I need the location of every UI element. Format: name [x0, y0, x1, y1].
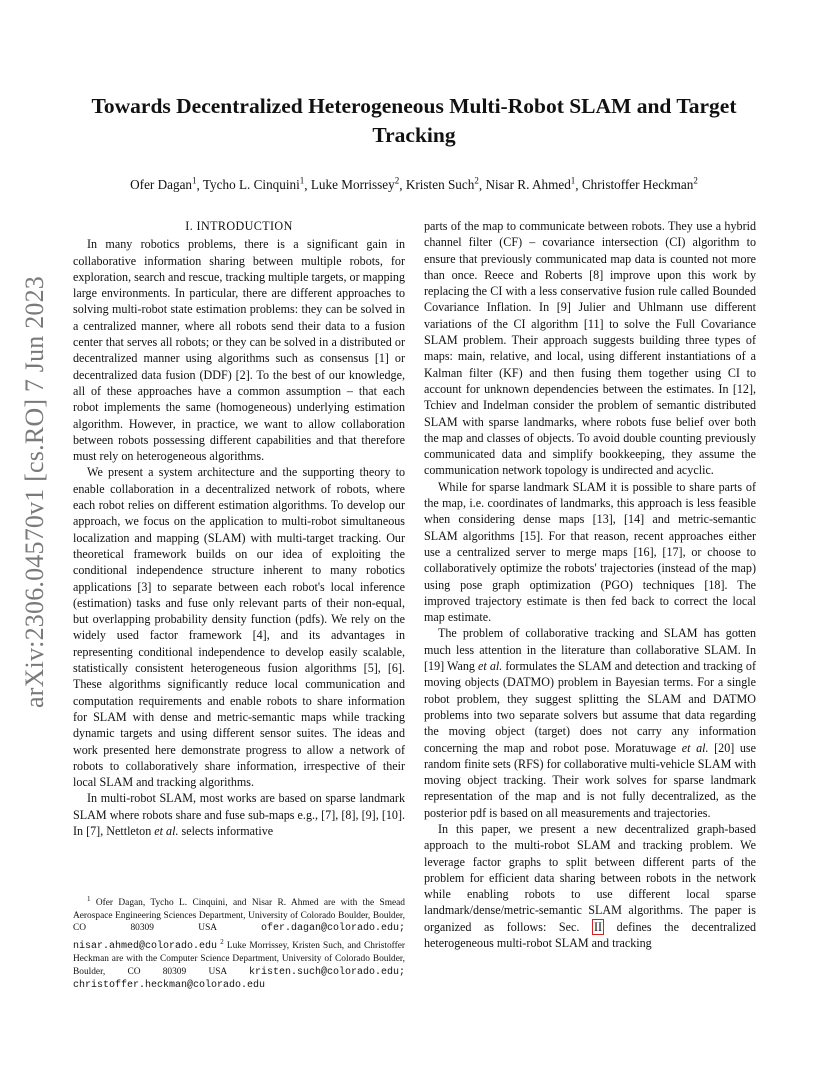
paragraph: In this paper, we present a new decentralized graph-based approach to the multi-robot SLAM and tracking problem. We leverage factor graphs to split between different parts of the problem for efficient data sharing between robots in the network while enabling robots to use different local sparse landmark/dense/metric-semantic SLAM algorithms. The paper is organized as follows: Sec. II defines the decentralized heterogeneous multi-robot SLAM and tracking [424, 821, 756, 951]
email-address: ofer.dagan@colorado.edu; nisar.ahmed@colorado.edu [73, 923, 405, 952]
paper-title: Towards Decentralized Heterogeneous Multi-Robot SLAM and Target Tracking [91, 94, 737, 147]
paragraph: We present a system architecture and the supporting theory to enable collaboration in a decentralized network of robots, where each robot relies on different estimation algorithms. To develop our approach, we focus on the application to multi-robot simultaneous localization and mapping (SLAM) with multi-target tracking. Our theoretical framework builds on our idea of exploiting the conditional independence structure inherent to many robotics applications [3] to separate between each robot's local inference (estimation) tasks and fuse only relevant parts of their non-equal, but overlapping probability density function (pdfs). We rely on the widely used factor framework [4], and its advantages in representing conditional independence to develop easily scalable, statistically consistent heterogeneous fusion algorithms [5], [6]. These algorithms significantly reduce local communication and computation requirements and enable robots to share information for SLAM with dense and metric-semantic maps while tracking dynamic targets and using different sensor suites. The ideas and work presented here demonstrate progress to allow a network of robots to collaboratively share information, irrespective of their local SLAM and tracking algorithms. [73, 465, 405, 790]
section-reference-link[interactable]: II [594, 919, 603, 934]
affiliation-footnote: $^1$ Ofer Dagan, Tycho L. Cinquini, and Nisar R. Ahmed are with the Smead Aerospace Engineering Sciences Department, University of Colorado Boulder, Boulder, CO 80309 USA ofer.dagan@colorado.edu; nisar.ahmed@colorado.edu $^2$ Luke Morrissey, Kristen Such, and Christoffer Heckman are with the Computer Science Department, University of Colorado Boulder, Boulder, CO 80309 USA kristen.such@colorado.edu; christoffer.heckman@colorado.edu [73, 895, 406, 992]
email-address: kristen.such@colorado.edu; christoffer.heckman@colorado.edu [73, 966, 406, 992]
section-heading: I. INTRODUCTION [185, 219, 293, 233]
paragraph: The problem of collaborative tracking and SLAM has gotten much less attention in the literature than collaborative SLAM. In [19] Wang et al. formulates the SLAM and detection and tracking of moving objects (DATMO) problem in Bayesian terms. For a single robot problem, they suggest splitting the SLAM and DATMO problems into two separate solvers but assume that data regarding the moving object (target) does not carry any information concerning the map and robot pose. Moratuwage et al. [20] use random finite sets (RFS) for collaborative multi-vehicle SLAM with moving object tracking. Their work solves for sparse landmark representation of the map and is not fully decentralized, as the posterior pdf is based on all measurements and trajectories. [424, 626, 757, 820]
paragraph: In multi-robot SLAM, most works are based on sparse landmark SLAM where robots share and fuse sub-maps e.g., [7], [8], [9], [10]. In [7], Nettleton et al. selects informative [73, 791, 405, 838]
paragraph: In many robotics problems, there is a significant gain in collaborative information sharing between multiple robots, for exploration, search and rescue, tracking multiple targets, or mapping large environments. In particular, there are different approaches to solving multi-robot state estimation problems: they can be solved in a centralized manner, where all robots send their data to a fusion center that serves all robots; or they can be solved in a distributed or decentralized manner using algorithms such as consensus [1] or decentralized data fusion (DDF) [2]. To the best of our knowledge, all of these approaches have a common assumption – that each robot implements the same (homogeneous) underlying estimation algorithm. However, in practice, we want to allow collaboration between robots possessing different capabilities and that therefore must rely on heterogeneous algorithms. [73, 237, 405, 464]
paragraph: While for sparse landmark SLAM it is possible to share parts of the map, i.e. coordinates of landmarks, this approach is less feasible when considering dense maps [13], [14] and metric-semantic SLAM algorithms [15]. For that reason, recent approaches either use a centralized server to merge maps [16], [17], or choose to collaboratively optimize the robots' trajectories (instead of the map) using pose graph optimization (PGO) techniques [18]. The improved trajectory estimate is then fed back to correct the local map estimate. [424, 479, 756, 625]
author-list: Ofer Dagan$^1$, Tycho L. Cinquini$^1$, Luke Morrissey$^2$, Kristen Such$^2$, Nisar R. Ahmed$^1$, Christoffer Heckman$^2$ [130, 176, 698, 193]
paragraph: parts of the map to communicate between robots. They use a hybrid channel filter (CF) – covariance intersection (CI) algorithm to ensure that previously communicated map data is counted not more than once. Reece and Roberts [8] improve upon this work by replacing the CI with a less conservative fusion rule called Bounded Covariance Inflation. In [9] Julier and Uhlmann use different variations of the CI algorithm [11] to solve the Full Covariance SLAM problem. Their approach suggests building three types of maps: main, relative, and local, using different instantiations of a Kalman filter (KF) and then fusing them together using CI to account for unknown dependencies between the estimates. In [12], Tchiev and Indelman consider the problem of semantic distributed SLAM with sparse landmarks, where robots fuse belief over both the map and classes of objects. To avoid double counting previously communicated data and simplify bookkeeping, they assume the communication network topology is undirected and acyclic. [424, 219, 756, 478]
arxiv-stamp-text: arXiv:2306.04570v1 [cs.RO] 7 Jun 2023 [20, 275, 49, 709]
author: Christoffer Heckman$^2$ [581, 176, 698, 193]
author: Luke Morrissey$^2$ [310, 176, 400, 193]
left-column [73, 218, 405, 839]
author: Nisar R. Ahmed$^1$ [485, 176, 576, 193]
author: Ofer Dagan$^1$ [130, 176, 197, 193]
right-column [424, 218, 756, 951]
author: Kristen Such$^2$ [405, 176, 479, 193]
author: Tycho L. Cinquini$^1$ [202, 176, 305, 193]
arxiv-stamp [20, 275, 49, 709]
